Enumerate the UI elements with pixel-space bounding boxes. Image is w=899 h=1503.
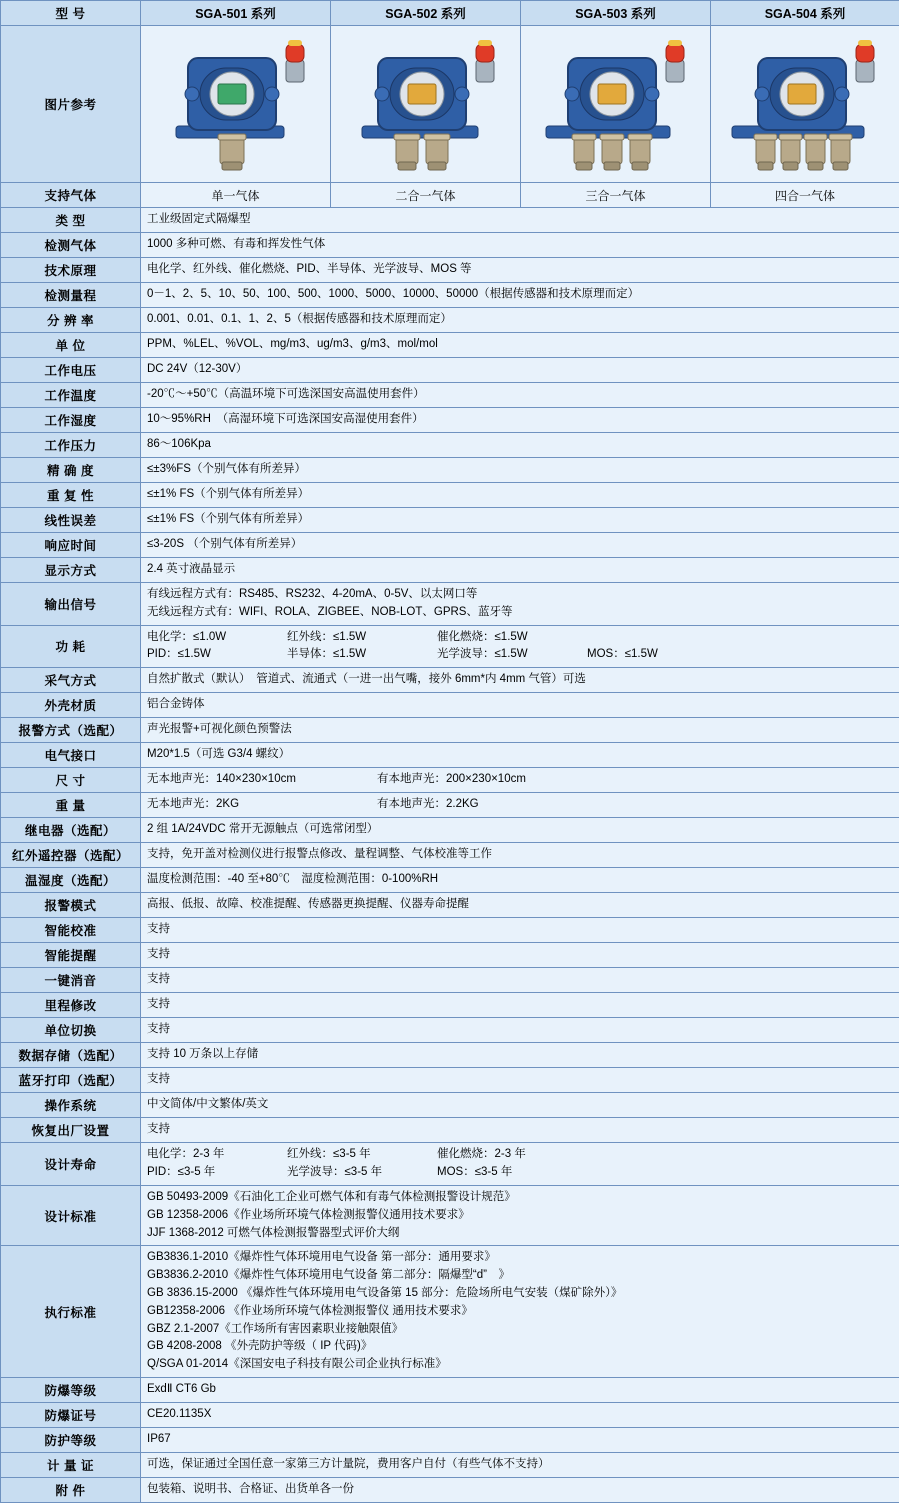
row-label-size: 尺 寸 <box>1 768 141 793</box>
row-value-detect-gas: 1000 多种可燃、有毒和挥发性气体 <box>141 233 899 258</box>
table-row-images <box>1 26 899 183</box>
table-row <box>1 893 899 918</box>
table-row <box>1 383 899 408</box>
lcd-display <box>788 84 816 104</box>
row-label-repeatability: 重 复 性 <box>1 483 141 508</box>
row-value-relay: 2 组 1A/24VDC 常开无源触点（可选常闭型） <box>141 818 899 843</box>
alarm-beacon-icon <box>476 40 494 82</box>
life-line-1 <box>147 1146 893 1164</box>
exec-std-line-7: Q/SGA 01-2014《深国安电子科技有限公司企业执行标准》 <box>147 1356 893 1374</box>
row-value-ir-remote: 支持，免开盖对检测仪进行报警点修改、量程调整、气体校准等工作 <box>141 843 899 868</box>
product-image-1 <box>141 26 331 183</box>
sensor-port-1 <box>572 134 596 170</box>
table-row <box>1 458 899 483</box>
table-row <box>1 868 899 893</box>
table-row <box>1 208 899 233</box>
sensor-port-2 <box>424 134 450 170</box>
sensor-port-2 <box>600 134 624 170</box>
row-label-linearity: 线性误差 <box>1 508 141 533</box>
table-row <box>1 408 899 433</box>
row-label-voltage: 工作电压 <box>1 358 141 383</box>
table-row <box>1 508 899 533</box>
life-blank <box>587 1146 727 1164</box>
table-row <box>1 1118 899 1143</box>
table-row <box>1 1403 899 1428</box>
power-line-2 <box>147 646 893 664</box>
power-infrared: 红外线：≤1.5W <box>287 629 437 647</box>
row-label-factory-reset: 恢复出厂设置 <box>1 1118 141 1143</box>
row-label-range: 检测量程 <box>1 283 141 308</box>
table-row <box>1 743 899 768</box>
row-label-humidity: 工作湿度 <box>1 408 141 433</box>
table-row <box>1 843 899 868</box>
row-value-humidity: 10～95%RH （高湿环境下可选深国安高湿使用套件） <box>141 408 899 433</box>
model-header-4: SGA-504 系列 <box>711 1 899 26</box>
detector-svg-3 <box>528 30 703 176</box>
row-label-metrology-cert: 计 量 证 <box>1 1453 141 1478</box>
table-row <box>1 993 899 1018</box>
row-label-execution-standard: 执行标准 <box>1 1246 141 1378</box>
row-label-temp-humidity: 温湿度（选配） <box>1 868 141 893</box>
side-knob-right <box>265 87 279 101</box>
row-label-unit-switch: 单位切换 <box>1 1018 141 1043</box>
exec-std-line-4: GB12358-2006 《作业场所环境气体检测报警仪 通用技术要求》 <box>147 1303 893 1321</box>
row-label-accessories: 附 件 <box>1 1478 141 1503</box>
row-value-resolution: 0.001、0.01、0.1、1、2、5（根据传感器和技术原理而定） <box>141 308 899 333</box>
row-value-sampling: 自然扩散式（默认） 管道式、流通式（一进一出气嘴，接外 6mm*内 4mm 气管）可选 <box>141 668 899 693</box>
row-label-principle: 技术原理 <box>1 258 141 283</box>
row-label-pressure: 工作压力 <box>1 433 141 458</box>
table-row <box>1 533 899 558</box>
exec-std-line-1: GB3836.1-2010《爆炸性气体环境用电气设备 第一部分：通用要求》 <box>147 1249 893 1267</box>
row-value-design-standard <box>141 1185 899 1245</box>
sensor-port-1 <box>394 134 420 170</box>
table-row <box>1 693 899 718</box>
lcd-display <box>408 84 436 104</box>
row-label-sampling: 采气方式 <box>1 668 141 693</box>
power-blank <box>587 629 727 647</box>
row-value-size <box>141 768 899 793</box>
row-label-ir-remote: 红外遥控器（选配） <box>1 843 141 868</box>
power-line-1 <box>147 629 893 647</box>
row-label-temperature: 工作温度 <box>1 383 141 408</box>
row-value-voltage: DC 24V（12-30V） <box>141 358 899 383</box>
table-row <box>1 1018 899 1043</box>
table-row <box>1 308 899 333</box>
table-row <box>1 433 899 458</box>
side-knob-left <box>755 87 769 101</box>
row-label-range-modify: 里程修改 <box>1 993 141 1018</box>
product-image-3 <box>521 26 711 183</box>
row-value-unit: PPM、%LEL、%VOL、mg/m3、ug/m3、g/m3、mol/mol <box>141 333 899 358</box>
row-value-housing: 铝合金铸体 <box>141 693 899 718</box>
row-value-repeatability: ≤±1% FS（个别气体有所差异） <box>141 483 899 508</box>
row-value-bluetooth-print: 支持 <box>141 1068 899 1093</box>
alarm-beacon-icon <box>666 40 684 82</box>
power-catalytic: 催化燃烧：≤1.5W <box>437 629 587 647</box>
row-label-model: 型 号 <box>1 1 141 26</box>
detector-svg-2 <box>338 30 513 176</box>
side-knob-right <box>455 87 469 101</box>
row-value-pressure: 86～106Kpa <box>141 433 899 458</box>
table-row <box>1 1478 899 1503</box>
row-label-data-storage: 数据存储（选配） <box>1 1043 141 1068</box>
row-value-unit-switch: 支持 <box>141 1018 899 1043</box>
row-label-weight: 重 量 <box>1 793 141 818</box>
power-semiconductor: 半导体：≤1.5W <box>287 646 437 664</box>
row-label-detect-gas: 检测气体 <box>1 233 141 258</box>
row-value-ex-cert: CE20.1135X <box>141 1403 899 1428</box>
weight-without-alarm: 无本地声光：2KG <box>147 796 377 814</box>
sensor-port-3 <box>804 134 827 170</box>
life-catalytic: 催化燃烧：2-3 年 <box>437 1146 587 1164</box>
exec-std-line-6: GB 4208-2008 《外壳防护等级（ IP 代码)》 <box>147 1338 893 1356</box>
row-label-ip-rating: 防护等级 <box>1 1428 141 1453</box>
row-label-housing: 外壳材质 <box>1 693 141 718</box>
row-label-display: 显示方式 <box>1 558 141 583</box>
row-value-range-modify: 支持 <box>141 993 899 1018</box>
model-header-2: SGA-502 系列 <box>331 1 521 26</box>
row-value-power <box>141 625 899 668</box>
table-row-model <box>1 1 899 26</box>
row-value-smart-reminder: 支持 <box>141 943 899 968</box>
detector-svg-4 <box>718 30 893 176</box>
row-label-type: 类 型 <box>1 208 141 233</box>
product-image-4 <box>711 26 899 183</box>
row-label-output-signal: 输出信号 <box>1 583 141 626</box>
table-row <box>1 1043 899 1068</box>
row-label-smart-reminder: 智能提醒 <box>1 943 141 968</box>
gas-detector-illustration-1 <box>147 30 324 176</box>
row-label-accuracy: 精 确 度 <box>1 458 141 483</box>
side-knob-right <box>645 87 659 101</box>
row-value-factory-reset: 支持 <box>141 1118 899 1143</box>
row-label-resolution: 分 辨 率 <box>1 308 141 333</box>
weight-with-alarm: 有本地声光：2.2KG <box>377 796 479 814</box>
gas-support-3: 三合一气体 <box>521 183 711 208</box>
design-std-line-1: GB 50493-2009《石油化工企业可燃气体和有毒气体检测报警设计规范》 <box>147 1189 893 1207</box>
row-value-design-life <box>141 1143 899 1186</box>
table-row-weight <box>1 793 899 818</box>
size-with-alarm: 有本地声光：200×230×10cm <box>377 771 526 789</box>
exec-std-line-3: GB 3836.15-2000 《爆炸性气体环境用电气设备第 15 部分：危险场所电气安装（煤矿除外）》 <box>147 1285 893 1303</box>
row-label-ex-cert: 防爆证号 <box>1 1403 141 1428</box>
table-row <box>1 333 899 358</box>
row-label-smart-calibration: 智能校准 <box>1 918 141 943</box>
side-knob-left <box>375 87 389 101</box>
table-row-gas-support <box>1 183 899 208</box>
sensor-port-1 <box>754 134 777 170</box>
table-row-design-standard <box>1 1185 899 1245</box>
table-row-execution-standard <box>1 1246 899 1378</box>
output-line-wireless: 无线远程方式有：WIFI、ROLA、ZIGBEE、NOB-LOT、GPRS、蓝牙等 <box>147 604 893 622</box>
side-knob-right <box>835 87 849 101</box>
row-value-accessories: 包装箱、说明书、合格证、出货单各一份 <box>141 1478 899 1503</box>
sensor-port-4 <box>829 134 852 170</box>
row-label-alarm-modes: 报警模式 <box>1 893 141 918</box>
row-value-weight <box>141 793 899 818</box>
row-value-alarm-modes: 高报、低报、故障、校准提醒、传感器更换提醒、仪器寿命提醒 <box>141 893 899 918</box>
life-optical-waveguide: 光学波导：≤3-5 年 <box>287 1164 437 1182</box>
table-row <box>1 943 899 968</box>
row-value-range: 0－1、2、5、10、50、100、500、1000、5000、10000、50000（根据传感器和技术原理而定） <box>141 283 899 308</box>
row-value-response-time: ≤3-20S （个别气体有所差异） <box>141 533 899 558</box>
table-row <box>1 1453 899 1478</box>
exec-std-line-5: GBZ 2.1-2007《工作场所有害因素职业接触限值》 <box>147 1321 893 1339</box>
detector-svg-1 <box>148 30 323 176</box>
row-value-electrical-interface: M20*1.5（可选 G3/4 螺纹） <box>141 743 899 768</box>
design-std-line-3: JJF 1368-2012 可燃气体检测报警器型式评价大纲 <box>147 1225 893 1243</box>
gas-support-2: 二合一气体 <box>331 183 521 208</box>
size-without-alarm: 无本地声光：140×230×10cm <box>147 771 377 789</box>
row-value-smart-calibration: 支持 <box>141 918 899 943</box>
table-row-design-life <box>1 1143 899 1186</box>
model-header-3: SGA-503 系列 <box>521 1 711 26</box>
table-row <box>1 283 899 308</box>
row-value-accuracy: ≤±3%FS（个别气体有所差异） <box>141 458 899 483</box>
row-value-linearity: ≤±1% FS（个别气体有所差异） <box>141 508 899 533</box>
alarm-beacon-icon <box>286 40 304 82</box>
row-label-bluetooth-print: 蓝牙打印（选配） <box>1 1068 141 1093</box>
row-value-alarm-mode-optional: 声光报警+可视化颜色预警法 <box>141 718 899 743</box>
life-electrochemical: 电化学：2-3 年 <box>147 1146 287 1164</box>
row-label-design-life: 设计寿命 <box>1 1143 141 1186</box>
row-label-one-key-mute: 一键消音 <box>1 968 141 993</box>
output-line-wired: 有线远程方式有：RS485、RS232、4-20mA、0-5V、以太网口等 <box>147 586 893 604</box>
row-value-ip-rating: IP67 <box>141 1428 899 1453</box>
table-row <box>1 358 899 383</box>
table-row <box>1 483 899 508</box>
side-knob-left <box>185 87 199 101</box>
power-electrochemical: 电化学：≤1.0W <box>147 629 287 647</box>
alarm-beacon-icon <box>856 40 874 82</box>
life-line-2 <box>147 1164 893 1182</box>
lcd-display <box>598 84 626 104</box>
sensor-port-1 <box>218 134 246 170</box>
table-row <box>1 918 899 943</box>
lcd-display <box>218 84 246 104</box>
row-value-one-key-mute: 支持 <box>141 968 899 993</box>
table-row <box>1 1428 899 1453</box>
table-row <box>1 558 899 583</box>
row-label-electrical-interface: 电气接口 <box>1 743 141 768</box>
row-label-alarm-mode-optional: 报警方式（选配） <box>1 718 141 743</box>
sensor-port-2 <box>779 134 802 170</box>
table-row <box>1 668 899 693</box>
side-knob-left <box>565 87 579 101</box>
row-value-ex-rating: ExdⅡ CT6 Gb <box>141 1378 899 1403</box>
table-row <box>1 1093 899 1118</box>
exec-std-line-2: GB3836.2-2010《爆炸性气体环境用电气设备 第二部分：隔爆型“d” 》 <box>147 1267 893 1285</box>
row-value-type: 工业级固定式隔爆型 <box>141 208 899 233</box>
table-row <box>1 1068 899 1093</box>
table-row <box>1 818 899 843</box>
gas-support-4: 四合一气体 <box>711 183 899 208</box>
power-mos: MOS：≤1.5W <box>587 646 727 664</box>
row-label-response-time: 响应时间 <box>1 533 141 558</box>
row-label-unit: 单 位 <box>1 333 141 358</box>
row-value-principle: 电化学、红外线、催化燃烧、PID、半导体、光学波导、MOS 等 <box>141 258 899 283</box>
life-blank-2 <box>587 1164 727 1182</box>
life-mos: MOS：≤3-5 年 <box>437 1164 587 1182</box>
design-std-line-2: GB 12358-2006《作业场所环境气体检测报警仪通用技术要求》 <box>147 1207 893 1225</box>
row-label-ex-rating: 防爆等级 <box>1 1378 141 1403</box>
table-row <box>1 258 899 283</box>
life-pid: PID：≤3-5 年 <box>147 1164 287 1182</box>
table-row <box>1 968 899 993</box>
row-label-images: 图片参考 <box>1 26 141 183</box>
table-row <box>1 233 899 258</box>
life-infrared: 红外线：≤3-5 年 <box>287 1146 437 1164</box>
row-value-temp-humidity: 温度检测范围：-40 至+80℃ 湿度检测范围：0-100%RH <box>141 868 899 893</box>
gas-support-1: 单一气体 <box>141 183 331 208</box>
row-label-os: 操作系统 <box>1 1093 141 1118</box>
product-image-2 <box>331 26 521 183</box>
table-row <box>1 1378 899 1403</box>
row-value-os: 中文简体/中文繁体/英文 <box>141 1093 899 1118</box>
table-row-output-signal <box>1 583 899 626</box>
row-label-power: 功 耗 <box>1 625 141 668</box>
row-value-output-signal <box>141 583 899 626</box>
gas-detector-illustration-3 <box>527 30 704 176</box>
gas-detector-illustration-4 <box>717 30 893 176</box>
sensor-port-3 <box>628 134 652 170</box>
row-value-temperature: -20℃～+50℃（高温环境下可选深国安高温使用套件） <box>141 383 899 408</box>
row-label-relay: 继电器（选配） <box>1 818 141 843</box>
table-row-power <box>1 625 899 668</box>
row-value-display: 2.4 英寸液晶显示 <box>141 558 899 583</box>
model-header-1: SGA-501 系列 <box>141 1 331 26</box>
table-row-size <box>1 768 899 793</box>
power-pid: PID：≤1.5W <box>147 646 287 664</box>
table-row <box>1 718 899 743</box>
row-value-execution-standard <box>141 1246 899 1378</box>
gas-detector-illustration-2 <box>337 30 514 176</box>
row-label-design-standard: 设计标准 <box>1 1185 141 1245</box>
row-value-data-storage: 支持 10 万条以上存储 <box>141 1043 899 1068</box>
power-optical-waveguide: 光学波导：≤1.5W <box>437 646 587 664</box>
row-label-gas-support: 支持气体 <box>1 183 141 208</box>
row-value-metrology-cert: 可选，保证通过全国任意一家第三方计量院，费用客户自付（有些气体不支持） <box>141 1453 899 1478</box>
